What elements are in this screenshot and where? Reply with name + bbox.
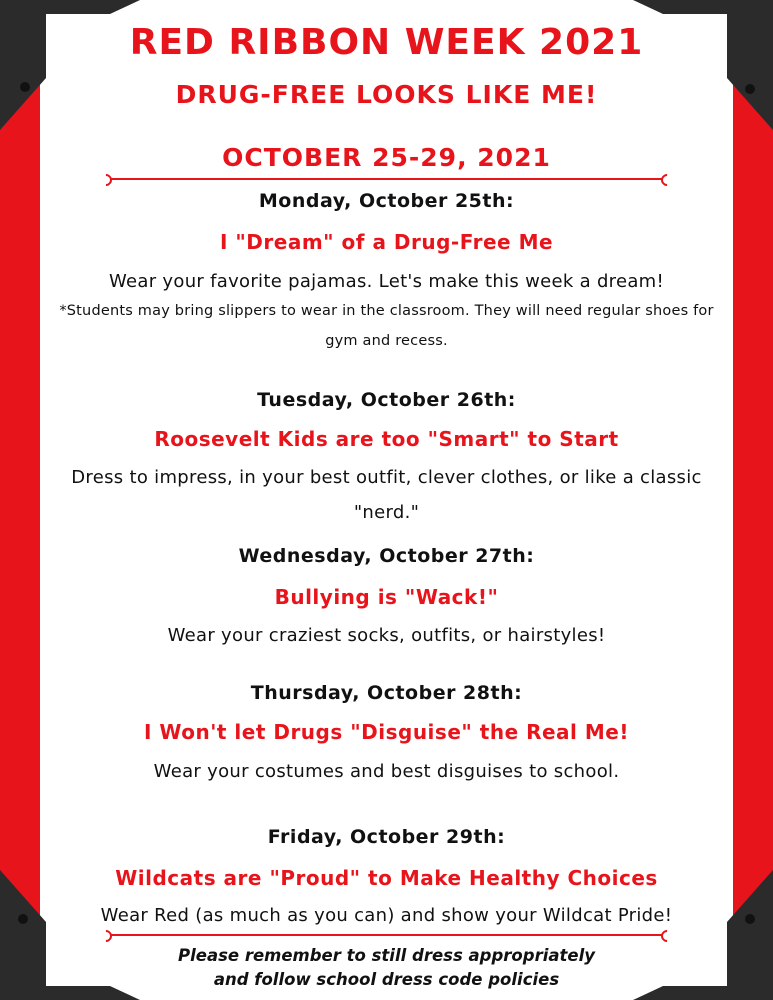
top-right-frame-bar [633,0,733,14]
left-red-border [0,0,40,1000]
friday-theme: Wildcats are "Proud" to Make Healthy Choices [115,866,658,890]
monday-note: *Students may bring slippers to wear in the classroom. They will need regular shoes for gym and recess. [59,303,714,349]
wednesday-description: Wear your craziest socks, outfits, or hairstyles! [167,625,606,646]
monday-day: Monday, October 25th: [258,190,515,212]
thursday-description: Wear your costumes and best disguises to school. [153,761,620,782]
top-divider [104,174,669,184]
monday-theme: I "Dream" of a Drug-Free Me [219,230,554,254]
flyer-subtitle: DRUG-FREE LOOKS LIKE ME! [175,80,598,109]
thursday-day: Thursday, October 28th: [250,682,523,704]
friday-day: Friday, October 29th: [267,826,506,848]
tuesday-theme: Roosevelt Kids are too "Smart" to Start [154,427,619,451]
divider-curl-icon [98,172,115,189]
right-red-border [733,0,773,1000]
footer-line-1: Please remember to still dress appropriately [178,946,595,965]
wednesday-day: Wednesday, October 27th: [238,545,535,567]
flyer-title: RED RIBBON WEEK 2021 [129,22,644,63]
monday-description: Wear your favorite pajamas. Let's make this week a dream! [108,271,665,292]
footer-line-2: and follow school dress code policies [213,970,560,989]
thursday-theme: I Won't let Drugs "Disguise" the Real Me! [144,720,629,744]
wednesday-theme: Bullying is "Wack!" [274,585,499,609]
event-dates: OCTOBER 25-29, 2021 [222,143,551,172]
tuesday-description: Dress to impress, in your best outfit, clever clothes, or like a classic "nerd." [71,467,702,523]
friday-description: Wear Red (as much as you can) and show your Wildcat Pride! [100,905,673,926]
corner-rivet-icon [18,914,28,924]
bottom-divider [104,930,669,940]
corner-rivet-icon [745,914,755,924]
top-left-frame-bar [40,0,140,14]
corner-rivet-icon [745,84,755,94]
tuesday-day: Tuesday, October 26th: [257,389,516,411]
divider-curl-icon [659,172,676,189]
corner-rivet-icon [20,82,30,92]
